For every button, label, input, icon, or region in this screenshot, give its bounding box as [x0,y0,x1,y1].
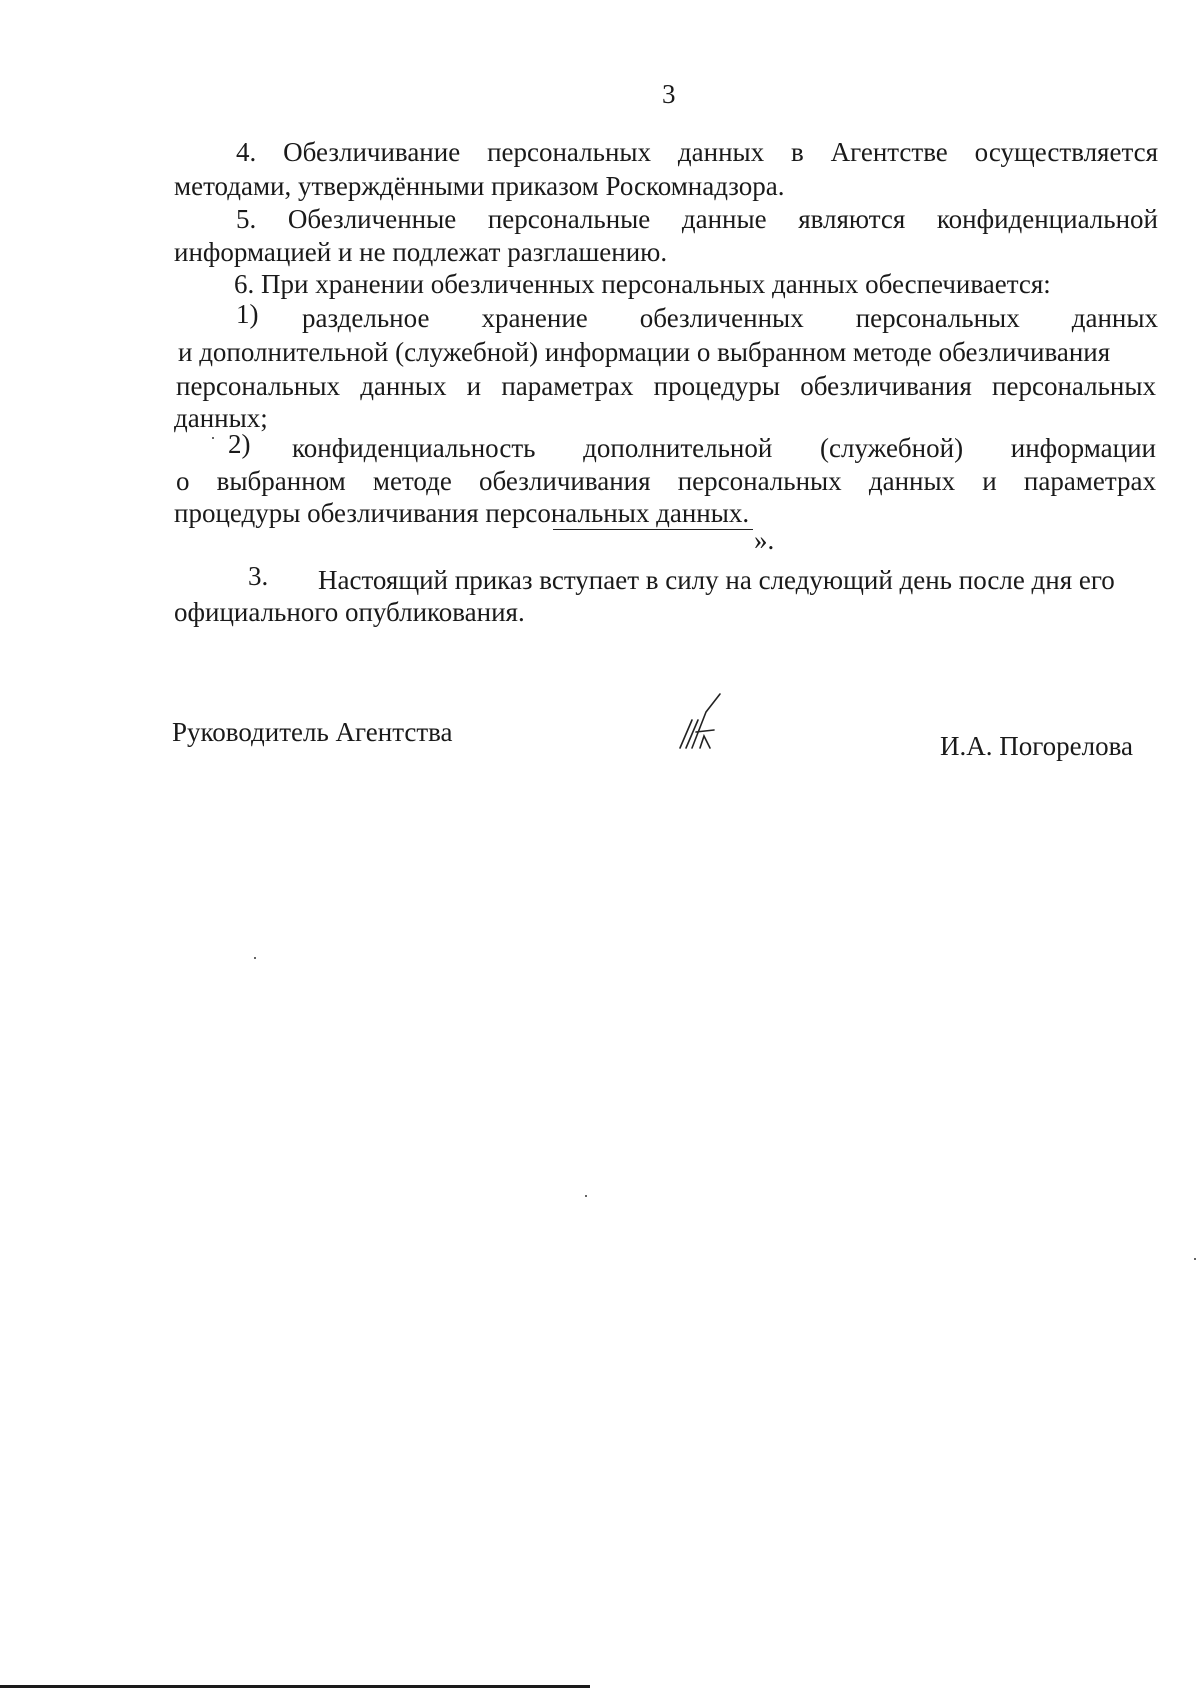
closing-quote: ». [754,525,775,555]
signatory-name: И.А. Погорелова [940,731,1133,761]
signatory-role: Руководитель Агентства [172,717,453,747]
scan-speck [1194,1258,1196,1260]
paragraph-6-line-1: 6. При хранении обезличенных персональных данных обеспечивается: [234,269,1051,299]
item-1-line-4: данных; [174,403,268,433]
item-1-line-1: раздельное хранение обезличенных персональных данных [302,303,1158,333]
scan-edge-line [0,1685,590,1688]
scan-speck [585,1195,587,1197]
paragraph-3-line-2: официального опубликования. [174,597,525,627]
handwritten-signature [670,690,730,760]
item-1-line-2: и дополнительной (служебной) информации о выбранном методе обезличивания [178,337,1111,367]
item-2-number: 2) [228,429,251,459]
paragraph-5-line-2: информацией и не подлежат разглашению. [174,237,668,267]
item-2-line-3: процедуры обезличивания персональных данных. [174,498,750,528]
paragraph-4-line-1: 4. Обезличивание персональных данных в Агентстве осуществляется [236,137,1158,167]
item-2-line-2: о выбранном методе обезличивания персональных данных и параметрах [176,466,1156,496]
paragraph-4-line-2: методами, утверждёнными приказом Роскомнадзора. [174,171,785,201]
item-1-line-3: персональных данных и параметрах процедуры обезличивания персональных [176,371,1156,401]
item-2-line-1: конфиденциальность дополнительной (служебной) информации [292,433,1156,463]
scan-speck [212,437,214,439]
paragraph-3-line-1: Настоящий приказ вступает в силу на следующий день после дня его [318,565,1115,595]
scan-speck [254,957,256,959]
paragraph-5-line-1: 5. Обезличенные персональные данные являются конфиденциальной [236,204,1158,234]
item-1-number: 1) [236,299,259,329]
blank-underline [553,528,753,530]
paragraph-3-number: 3. [248,561,269,591]
page-number: 3 [662,79,676,109]
